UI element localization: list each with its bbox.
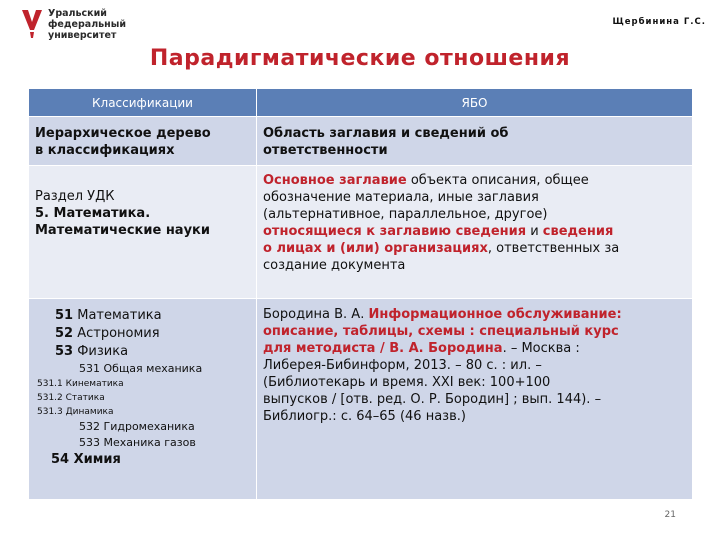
class-code: 531.1 [37,379,63,389]
cell-text: Бородина В. А. [263,307,369,322]
cell-text: Библиогр.: с. 64–65 (46 назв.) [263,409,466,424]
highlight-text: сведения [542,224,614,239]
class-code: 532 [79,420,100,433]
class-name: Статика [62,393,105,403]
slide-title: Парадигматические отношения [149,46,571,71]
table-row [29,166,693,299]
class-list-item [33,451,252,469]
class-list-item [33,405,252,419]
ural-university-logo-icon [20,8,44,40]
class-list-item [33,419,252,435]
cell-text: создание документа [263,258,406,273]
cell-text: Иерархическое дерево [35,126,211,141]
table-cell [29,166,257,299]
cell-text: обозначение материала, иные заглавия [263,190,539,205]
logo-line: Уральский [48,8,107,19]
class-list-item [33,325,252,343]
cell-text: Математика. [48,206,151,221]
highlight-text: Основное заглавие [263,173,407,188]
cell-text: 5. [35,206,49,221]
highlight-text: Информационное обслуживание: [368,307,622,322]
class-code: 533 [79,436,100,449]
cell-text: . – Москва : [502,341,580,356]
column-header-yabo: ЯБО [257,89,693,117]
logo-line: университет [48,30,117,41]
class-list-item [33,343,252,361]
cell-text: (альтернативное, параллельное, другое) [263,207,548,222]
cell-text: , ответственных за [487,241,620,256]
cell-text: Либерея-Бибинформ, 2013. – 80 с. : ил. – [263,358,542,373]
cell-text: в классификациях [35,143,175,158]
class-list-item [33,377,252,391]
highlight-text: описание, таблицы, схемы : специальный курс [263,324,619,339]
highlight-text: для методиста / В. А. Бородина [263,341,503,356]
class-code: 531.3 [37,407,63,417]
comparison-table [28,88,693,500]
class-code: 51 [55,308,74,323]
cell-text: объекта описания, общее [406,173,589,188]
column-header-classifications: Классификации [29,89,257,117]
highlight-text: относящиеся к заглавию сведения [263,224,527,239]
cell-text: выпусков / [отв. ред. О. Р. Бородин] ; вып. 144). – [263,392,602,407]
class-code: 531 [79,362,100,375]
cell-text: Математические науки [35,223,210,238]
highlight-text: о лицах и (или) организациях [263,241,488,256]
university-logo [20,6,160,48]
class-list-item [33,361,252,377]
table-row [29,299,693,500]
page-number: 21 [664,510,676,520]
class-name: Астрономия [73,326,160,341]
class-name: Динамика [62,407,114,417]
table-cell [257,299,693,500]
class-code: 531.2 [37,393,63,403]
class-name: Кинематика [62,379,124,389]
class-name: Физика [73,344,129,359]
class-list-item [33,307,252,325]
cell-text: (Библиотекарь и время. XXI век: 100+100 [263,375,551,390]
class-name: Общая механика [100,362,203,375]
author-name: Щербинина Г.С. [612,17,706,27]
table-cell [257,117,693,166]
cell-text: Раздел УДК [35,189,115,204]
class-code: 54 [51,452,70,467]
logo-text [48,8,126,41]
table-cell [29,299,257,500]
class-list-item [33,391,252,405]
class-name: Химия [69,452,121,467]
class-name: Математика [73,308,162,323]
class-code: 52 [55,326,74,341]
class-name: Механика газов [100,436,196,449]
cell-text: и [526,224,543,239]
logo-line: федеральный [48,19,126,30]
table-cell [29,117,257,166]
udk-class-list [29,299,256,473]
class-list-item [33,435,252,451]
cell-text: Область заглавия и сведений об [263,126,509,141]
class-code: 53 [55,344,74,359]
table-header-row [29,89,693,117]
table-row [29,117,693,166]
class-name: Гидромеханика [100,420,195,433]
table-cell [257,166,693,299]
cell-text: ответственности [263,143,388,158]
